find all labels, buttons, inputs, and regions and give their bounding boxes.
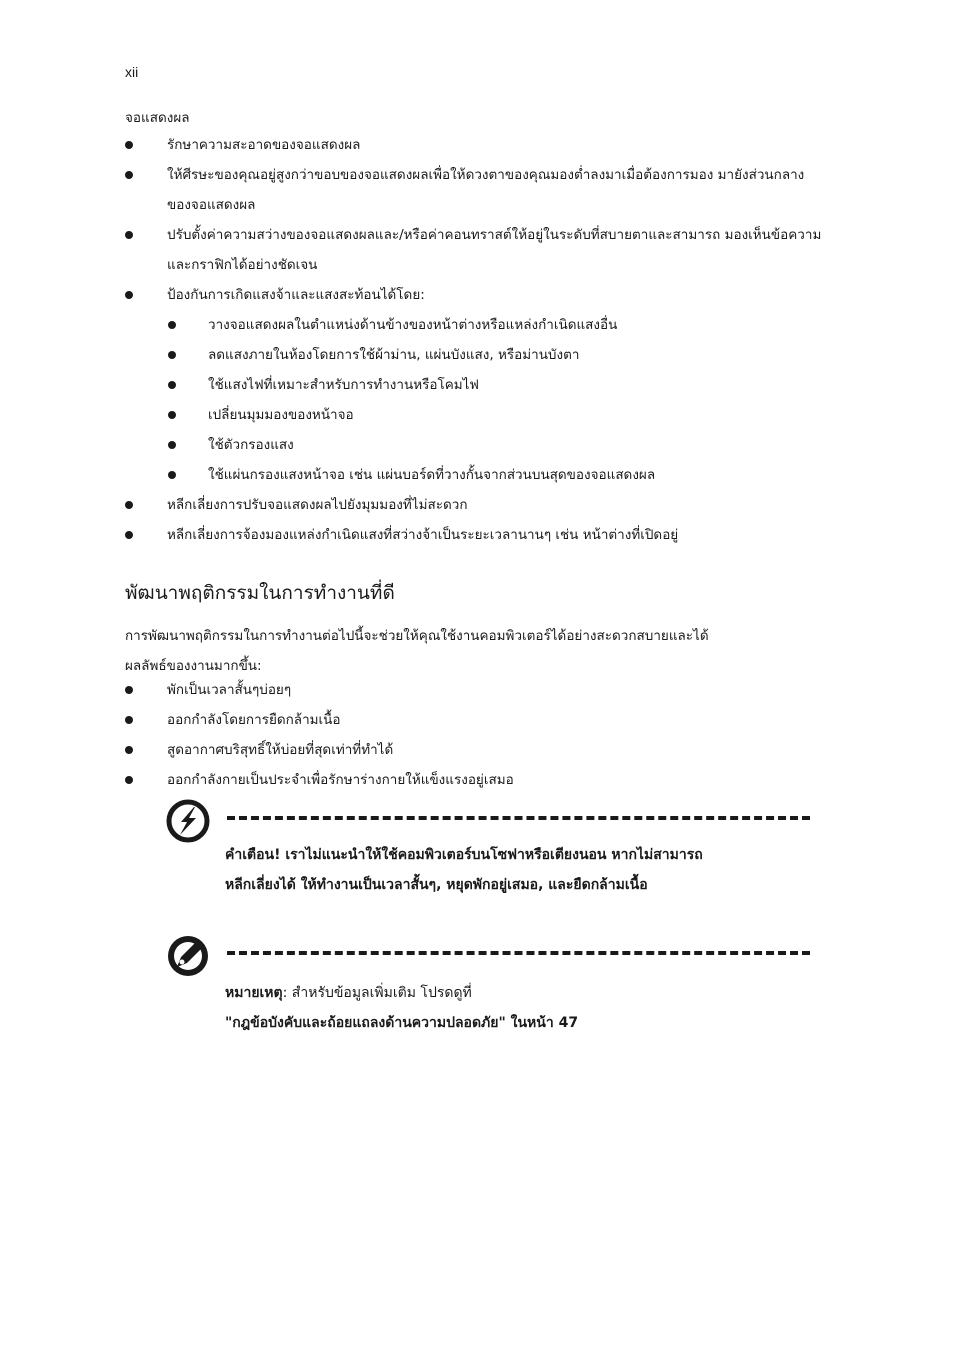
bullet-icon: [168, 471, 176, 479]
warning-line-2: หลีกเลี่ยงได้ ให้ทำงานเป็นเวลาสั้นๆ, หยุดพักอยู่เสมอ, และยืดกล้ามเนื้อ: [225, 877, 648, 893]
habits-bullet-list: [125, 675, 825, 795]
list-item-text: ออกกำลังกายเป็นประจำเพื่อรักษาร่างกายให้แข็งแรงอยู่เสมอ: [167, 772, 514, 788]
sub-list-item: [125, 460, 825, 490]
list-item-text: ให้ศีรษะของคุณอยู่สูงกว่าขอบของจอแสดงผลเพื่อให้ดวงตาของคุณมองต่ำลงมาเมื่อต้องการมอง มายังส่วนกลางของจอแสดงผล: [167, 167, 805, 213]
list-item-text: เปลี่ยนมุมมองของหน้าจอ: [208, 407, 354, 423]
note-line-1: [225, 978, 810, 1008]
sub-list-item: [125, 340, 825, 370]
list-item-text: รักษาความสะอาดของจอแสดงผล: [167, 137, 361, 153]
bullet-icon: [125, 501, 133, 509]
list-item: [125, 735, 825, 765]
note-callout: [165, 933, 810, 1043]
list-item: [125, 280, 825, 310]
list-item-text: ลดแสงภายในห้องโดยการใช้ผ้าม่าน, แผ่นบังแสง, หรือม่านบังตา: [208, 347, 580, 363]
warning-line-1: คำเตือน! เราไม่แนะนำให้ใช้คอมพิวเตอร์บนโซฟาหรือเตียงนอน หากไม่สามารถ: [225, 847, 703, 863]
list-item-text: ปรับตั้งค่าความสว่างของจอแสดงผลและ/หรือค่าคอนทราสต์ให้อยู่ในระดับที่สบายตาและสามารถ มองเห็นข้อความและกราฟิกได้อย่างชัดเจน: [167, 227, 822, 273]
list-item: [125, 490, 825, 520]
note-pencil-icon: [165, 933, 211, 979]
sub-list-item: [125, 370, 825, 400]
bullet-icon: [168, 321, 176, 329]
bullet-icon: [168, 381, 176, 389]
list-item: [125, 765, 825, 795]
sub-list-item: [125, 430, 825, 460]
list-item-text: ใช้ตัวกรองแสง: [208, 437, 294, 453]
divider: [227, 951, 810, 955]
note-label: หมายเหตุ: [225, 985, 283, 1001]
bullet-icon: [125, 291, 133, 299]
display-heading: จอแสดงผล: [125, 110, 190, 126]
list-item-text: ป้องกันการเกิดแสงจ้าและแสงสะท้อนได้โดย:: [167, 287, 425, 303]
bullet-icon: [168, 351, 176, 359]
sub-list-item: [125, 310, 825, 340]
bullet-icon: [125, 141, 133, 149]
list-item: [125, 130, 825, 160]
section-title: พัฒนาพฤติกรรมในการทำงานที่ดี: [125, 582, 395, 604]
list-item-text: ใช้แสงไฟที่เหมาะสำหรับการทำงานหรือโคมไฟ: [208, 377, 479, 393]
list-item: [125, 675, 825, 705]
intro-line-1: การพัฒนาพฤติกรรมในการทำงานต่อไปนี้จะช่วยให้คุณใช้งานคอมพิวเตอร์ได้อย่างสะดวกสบายและได้: [125, 628, 709, 644]
list-item-text: สูดอากาศบริสุทธิ์ให้บ่อยที่สุดเท่าที่ทำได้: [167, 742, 394, 758]
list-item-text: หลีกเลี่ยงการจ้องมองแหล่งกำเนิดแสงที่สว่างจ้าเป็นระยะเวลานานๆ เช่น หน้าต่างที่เปิดอยู่: [167, 527, 679, 543]
bullet-icon: [125, 231, 133, 239]
bullet-icon: [125, 686, 133, 694]
warning-text: [225, 840, 810, 900]
bullet-icon: [125, 776, 133, 784]
note-line-2: "กฎข้อบังคับและถ้อยแถลงด้านความปลอดภัย" ในหน้า 47: [225, 1015, 579, 1031]
bullet-icon: [125, 716, 133, 724]
list-item-text: หลีกเลี่ยงการปรับจอแสดงผลไปยังมุมมองที่ไม่สะดวก: [167, 497, 468, 513]
lightning-warning-icon: [165, 798, 211, 844]
habits-intro: [125, 621, 785, 681]
list-item-text: ออกกำลังโดยการยืดกล้ามเนื้อ: [167, 712, 341, 728]
list-item: [125, 220, 825, 280]
list-item-text: วางจอแสดงผลในตำแหน่งด้านข้างของหน้าต่างหรือแหล่งกำเนิดแสงอื่น: [208, 317, 618, 333]
list-item: [125, 705, 825, 735]
page-number: xii: [125, 64, 139, 80]
intro-line-2: ผลลัพธ์ของงานมากขึ้น:: [125, 658, 262, 674]
list-item-text: ใช้แผ่นกรองแสงหน้าจอ เช่น แผ่นบอร์ดที่วางกั้นจากส่วนบนสุดของจอแสดงผล: [208, 467, 656, 483]
bullet-icon: [125, 171, 133, 179]
sub-list-item: [125, 400, 825, 430]
note-line-1-text: : สำหรับข้อมูลเพิ่มเติม โปรดดูที่: [282, 985, 472, 1001]
bullet-icon: [125, 746, 133, 754]
warning-callout: [165, 798, 810, 908]
display-bullet-list: [125, 130, 825, 550]
list-item: [125, 160, 825, 220]
bullet-icon: [168, 441, 176, 449]
list-item-text: พักเป็นเวลาสั้นๆบ่อยๆ: [167, 682, 292, 698]
list-item: [125, 520, 825, 550]
bullet-icon: [125, 531, 133, 539]
divider: [227, 816, 810, 820]
bullet-icon: [168, 411, 176, 419]
note-text: [225, 978, 810, 1038]
